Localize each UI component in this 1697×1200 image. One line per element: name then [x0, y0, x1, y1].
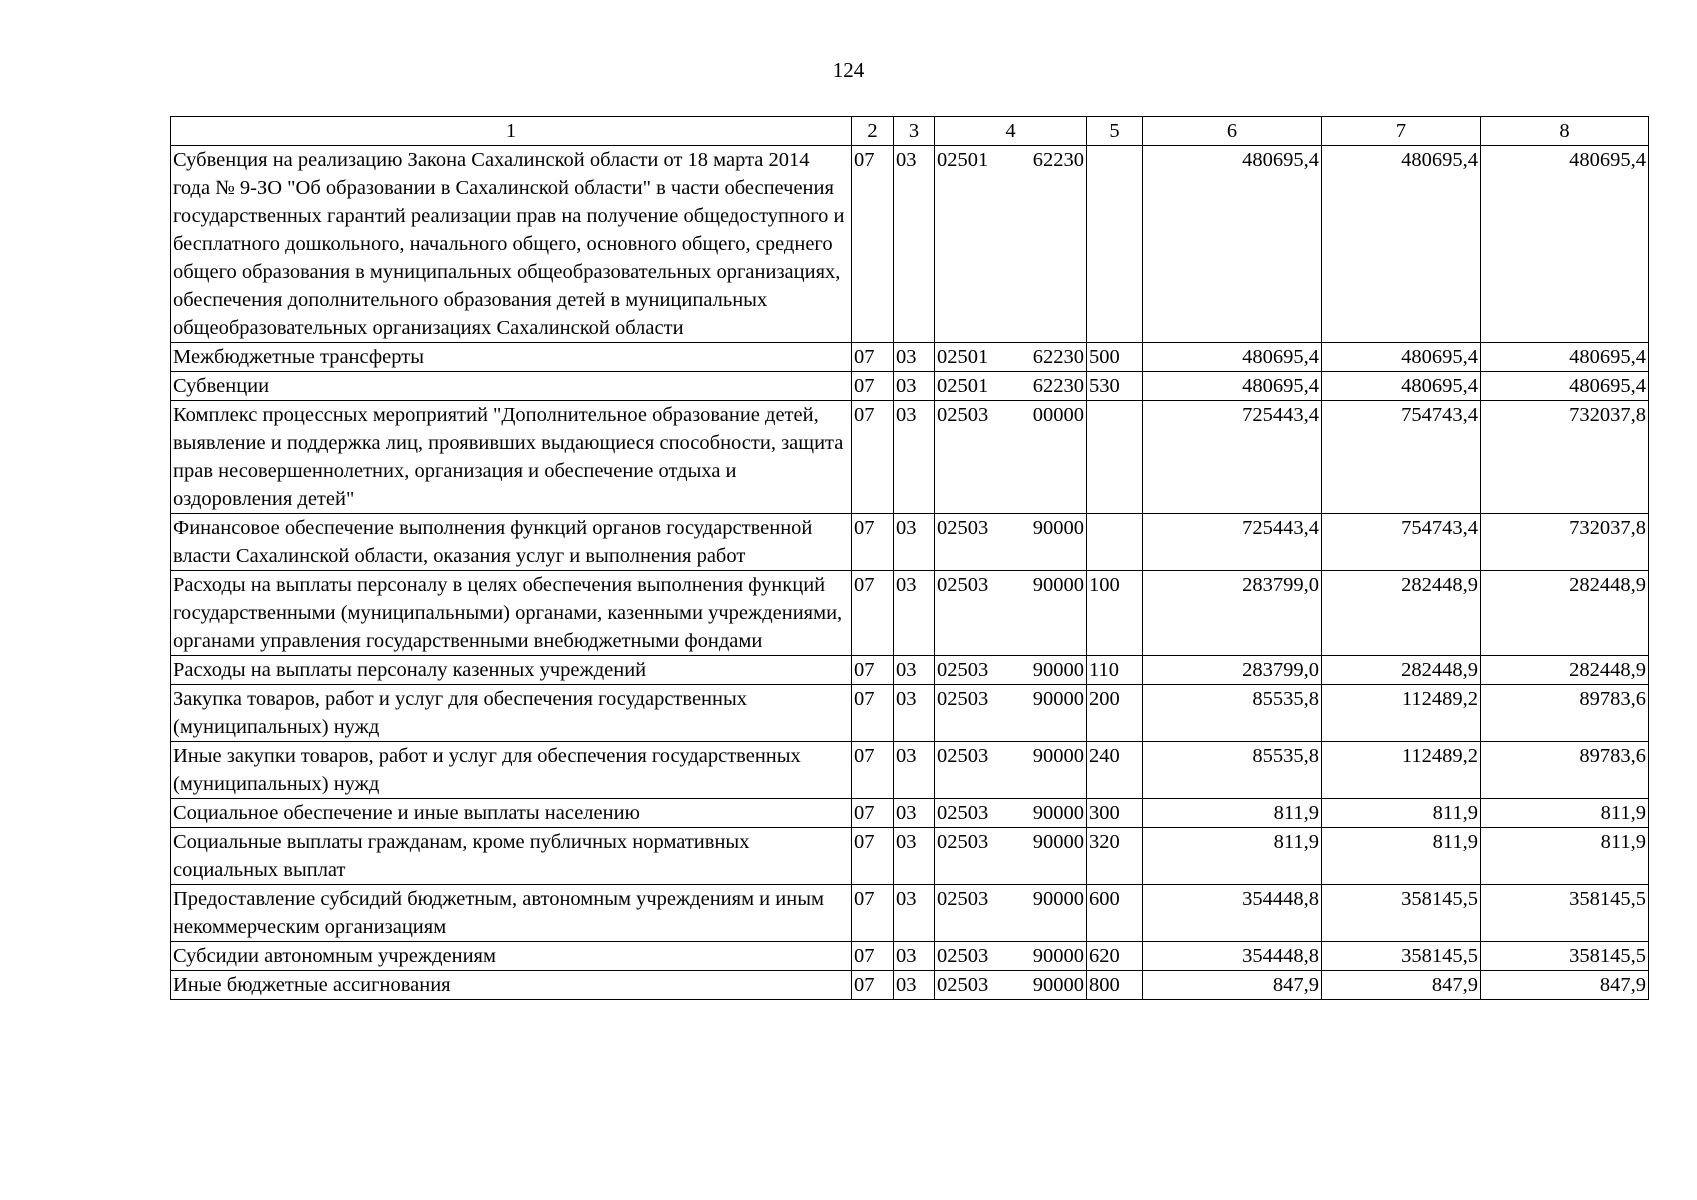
- amount-col-8: 282448,9: [1481, 571, 1649, 656]
- amount-col-7: 282448,9: [1322, 571, 1481, 656]
- section-code: 07: [852, 372, 894, 401]
- amount-col-8: 480695,4: [1481, 146, 1649, 343]
- expense-type-code: 600: [1087, 885, 1143, 942]
- section-code: 07: [852, 942, 894, 971]
- expense-type-code: 620: [1087, 942, 1143, 971]
- expense-type-code: [1087, 146, 1143, 343]
- amount-col-8: 811,9: [1481, 828, 1649, 885]
- subsection-code: 03: [894, 343, 935, 372]
- amount-col-8: 89783,6: [1481, 685, 1649, 742]
- program-code: 02503: [935, 401, 1023, 514]
- program-code: 02503: [935, 799, 1023, 828]
- section-code: 07: [852, 571, 894, 656]
- section-code: 07: [852, 971, 894, 1000]
- table-row: [171, 146, 1649, 343]
- row-name: Расходы на выплаты персоналу в целях обеспечения выполнения функций государственными (муниципальными) органами, казенными учреждениями, органами управления государственными внебюджетными фондами: [171, 571, 852, 656]
- subsection-code: 03: [894, 885, 935, 942]
- header-cell: 7: [1322, 117, 1481, 146]
- expense-type-code: 240: [1087, 742, 1143, 799]
- section-code: 07: [852, 828, 894, 885]
- direction-code: 90000: [1023, 799, 1087, 828]
- subsection-code: 03: [894, 372, 935, 401]
- direction-code: 90000: [1023, 685, 1087, 742]
- expense-type-code: 300: [1087, 799, 1143, 828]
- program-code: 02501: [935, 343, 1023, 372]
- direction-code: 62230: [1023, 343, 1087, 372]
- amount-col-8: 732037,8: [1481, 514, 1649, 571]
- amount-col-7: 811,9: [1322, 828, 1481, 885]
- amount-col-6: 725443,4: [1143, 514, 1322, 571]
- row-name: Социальные выплаты гражданам, кроме публичных нормативных социальных выплат: [171, 828, 852, 885]
- subsection-code: 03: [894, 799, 935, 828]
- amount-col-8: 480695,4: [1481, 343, 1649, 372]
- amount-col-6: 283799,0: [1143, 571, 1322, 656]
- expense-type-code: 200: [1087, 685, 1143, 742]
- row-name: Межбюджетные трансферты: [171, 343, 852, 372]
- header-row: [171, 117, 1649, 146]
- expense-type-code: [1087, 401, 1143, 514]
- subsection-code: 03: [894, 828, 935, 885]
- amount-col-8: 811,9: [1481, 799, 1649, 828]
- section-code: 07: [852, 401, 894, 514]
- section-code: 07: [852, 343, 894, 372]
- subsection-code: 03: [894, 942, 935, 971]
- table-row: [171, 372, 1649, 401]
- subsection-code: 03: [894, 514, 935, 571]
- program-code: 02503: [935, 828, 1023, 885]
- subsection-code: 03: [894, 146, 935, 343]
- direction-code: 90000: [1023, 514, 1087, 571]
- amount-col-8: 282448,9: [1481, 656, 1649, 685]
- table-row: [171, 656, 1649, 685]
- subsection-code: 03: [894, 742, 935, 799]
- table-row: [171, 885, 1649, 942]
- direction-code: 90000: [1023, 942, 1087, 971]
- program-code: 02503: [935, 685, 1023, 742]
- amount-col-7: 754743,4: [1322, 514, 1481, 571]
- program-code: 02503: [935, 885, 1023, 942]
- program-code: 02503: [935, 942, 1023, 971]
- amount-col-6: 847,9: [1143, 971, 1322, 1000]
- amount-col-7: 112489,2: [1322, 685, 1481, 742]
- amount-col-7: 480695,4: [1322, 146, 1481, 343]
- direction-code: 90000: [1023, 828, 1087, 885]
- direction-code: 62230: [1023, 146, 1087, 343]
- amount-col-6: 811,9: [1143, 799, 1322, 828]
- amount-col-7: 480695,4: [1322, 372, 1481, 401]
- table-body: [171, 146, 1649, 1000]
- table-row: [171, 971, 1649, 1000]
- subsection-code: 03: [894, 656, 935, 685]
- program-code: 02501: [935, 372, 1023, 401]
- program-code: 02501: [935, 146, 1023, 343]
- header-cell: 4: [935, 117, 1087, 146]
- subsection-code: 03: [894, 571, 935, 656]
- table-row: [171, 401, 1649, 514]
- header-cell: 6: [1143, 117, 1322, 146]
- amount-col-6: 283799,0: [1143, 656, 1322, 685]
- amount-col-7: 811,9: [1322, 799, 1481, 828]
- direction-code: 90000: [1023, 571, 1087, 656]
- expense-type-code: 320: [1087, 828, 1143, 885]
- amount-col-8: 358145,5: [1481, 942, 1649, 971]
- amount-col-6: 354448,8: [1143, 885, 1322, 942]
- section-code: 07: [852, 514, 894, 571]
- section-code: 07: [852, 742, 894, 799]
- program-code: 02503: [935, 571, 1023, 656]
- expense-type-code: 500: [1087, 343, 1143, 372]
- direction-code: 90000: [1023, 742, 1087, 799]
- table-row: [171, 942, 1649, 971]
- amount-col-8: 89783,6: [1481, 742, 1649, 799]
- section-code: 07: [852, 656, 894, 685]
- amount-col-8: 847,9: [1481, 971, 1649, 1000]
- page-number: 124: [832, 58, 865, 82]
- section-code: 07: [852, 885, 894, 942]
- amount-col-6: 85535,8: [1143, 742, 1322, 799]
- amount-col-6: 85535,8: [1143, 685, 1322, 742]
- amount-col-6: 354448,8: [1143, 942, 1322, 971]
- row-name: Субсидии автономным учреждениям: [171, 942, 852, 971]
- table-row: [171, 343, 1649, 372]
- amount-col-6: 480695,4: [1143, 372, 1322, 401]
- row-name: Закупка товаров, работ и услуг для обеспечения государственных (муниципальных) нужд: [171, 685, 852, 742]
- expense-type-code: [1087, 514, 1143, 571]
- amount-col-7: 480695,4: [1322, 343, 1481, 372]
- amount-col-7: 112489,2: [1322, 742, 1481, 799]
- subsection-code: 03: [894, 971, 935, 1000]
- row-name: Иные закупки товаров, работ и услуг для обеспечения государственных (муниципальных) нужд: [171, 742, 852, 799]
- program-code: 02503: [935, 742, 1023, 799]
- amount-col-7: 754743,4: [1322, 401, 1481, 514]
- amount-col-6: 480695,4: [1143, 343, 1322, 372]
- row-name: Субвенция на реализацию Закона Сахалинской области от 18 марта 2014 года № 9-ЗО "Об образовании в Сахалинской области" в части обеспечения государственных гарантий реализации прав на получение общедоступного и бесплатного дошкольного, начального общего, основного общего, среднего общего образования в муниципальных общеобразовательных организациях, обеспечения дополнительного образования детей в муниципальных общеобразовательных организациях Сахалинской области: [171, 146, 852, 343]
- table-row: [171, 742, 1649, 799]
- direction-code: 00000: [1023, 401, 1087, 514]
- subsection-code: 03: [894, 685, 935, 742]
- amount-col-8: 480695,4: [1481, 372, 1649, 401]
- section-code: 07: [852, 146, 894, 343]
- table-row: [171, 571, 1649, 656]
- expense-type-code: 100: [1087, 571, 1143, 656]
- table-row: [171, 514, 1649, 571]
- table-row: [171, 685, 1649, 742]
- program-code: 02503: [935, 514, 1023, 571]
- amount-col-6: 811,9: [1143, 828, 1322, 885]
- direction-code: 90000: [1023, 885, 1087, 942]
- amount-col-7: 358145,5: [1322, 942, 1481, 971]
- row-name: Финансовое обеспечение выполнения функций органов государственной власти Сахалинской области, оказания услуг и выполнения работ: [171, 514, 852, 571]
- program-code: 02503: [935, 971, 1023, 1000]
- header-cell: 2: [852, 117, 894, 146]
- amount-col-8: 358145,5: [1481, 885, 1649, 942]
- expense-type-code: 800: [1087, 971, 1143, 1000]
- header-cell: 3: [894, 117, 935, 146]
- row-name: Социальное обеспечение и иные выплаты населению: [171, 799, 852, 828]
- budget-table: [170, 116, 1649, 1000]
- section-code: 07: [852, 685, 894, 742]
- expense-type-code: 110: [1087, 656, 1143, 685]
- program-code: 02503: [935, 656, 1023, 685]
- row-name: Расходы на выплаты персоналу казенных учреждений: [171, 656, 852, 685]
- direction-code: 90000: [1023, 656, 1087, 685]
- amount-col-7: 282448,9: [1322, 656, 1481, 685]
- amount-col-7: 358145,5: [1322, 885, 1481, 942]
- row-name: Комплекс процессных мероприятий "Дополнительное образование детей, выявление и поддержка лиц, проявивших выдающиеся способности, защита прав несовершеннолетних, организация и обеспечение отдыха и оздоровления детей": [171, 401, 852, 514]
- row-name: Субвенции: [171, 372, 852, 401]
- header-cell: 8: [1481, 117, 1649, 146]
- amount-col-6: 725443,4: [1143, 401, 1322, 514]
- table-row: [171, 828, 1649, 885]
- row-name: Предоставление субсидий бюджетным, автономным учреждениям и иным некоммерческим организациям: [171, 885, 852, 942]
- direction-code: 62230: [1023, 372, 1087, 401]
- header-cell: 1: [171, 117, 852, 146]
- table-row: [171, 799, 1649, 828]
- direction-code: 90000: [1023, 971, 1087, 1000]
- expense-type-code: 530: [1087, 372, 1143, 401]
- amount-col-7: 847,9: [1322, 971, 1481, 1000]
- amount-col-6: 480695,4: [1143, 146, 1322, 343]
- amount-col-8: 732037,8: [1481, 401, 1649, 514]
- header-cell: 5: [1087, 117, 1143, 146]
- section-code: 07: [852, 799, 894, 828]
- subsection-code: 03: [894, 401, 935, 514]
- row-name: Иные бюджетные ассигнования: [171, 971, 852, 1000]
